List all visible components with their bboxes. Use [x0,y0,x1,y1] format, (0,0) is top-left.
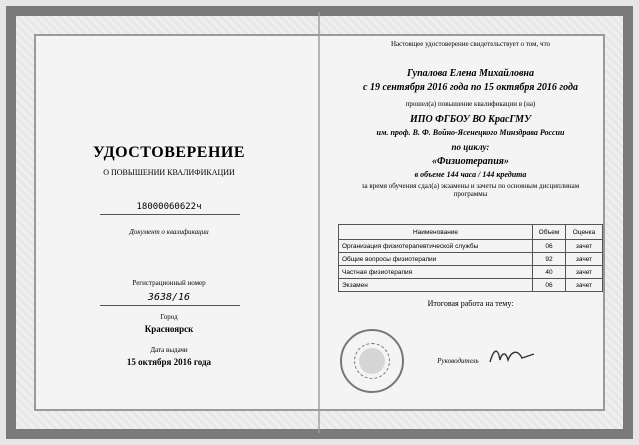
holder-name: Гупалова Елена Михайловна [407,68,534,79]
intro-text: Настоящее удостоверение свидетельствует о том, что [390,40,551,48]
fold-line [318,12,320,433]
discipline-name: Экзамен [339,279,533,292]
program-volume: в объеме 144 часа / 144 кредита [414,170,527,179]
discipline-volume: 92 [533,253,566,266]
registration-underline [100,305,240,306]
table-row [339,253,603,266]
right-page [328,24,613,421]
certificate-subtitle: О ПОВЫШЕНИИ КВАЛИФИКАЦИИ [103,168,235,177]
final-work-label: Итоговая работа на тему: [427,299,514,308]
left-page [30,24,308,421]
discipline-name: Частная физиотерапия [339,266,533,279]
exam-note: за время обучения сдал(а) экзамены и зачеты по основным дисциплинам программы [361,182,580,198]
registration-number: 3638/16 [147,292,191,303]
document-number: 18000060622ч [136,202,202,212]
header-name: Наименование [339,225,533,240]
organization-line-1: ИПО ФГБОУ ВО КрасГМУ [409,114,532,125]
table-row [339,240,603,253]
city-value: Красноярск [144,324,194,334]
table-header-row [339,225,603,240]
city-label: Город [160,313,178,321]
table-row [339,266,603,279]
issue-date: 15 октября 2016 года [126,357,212,367]
discipline-volume: 06 [533,240,566,253]
disciplines-table [338,224,603,292]
issue-date-label: Дата выдачи [150,346,188,354]
organization-line-2: им. проф. В. Ф. Войно-Ясенецкого Минздрава России [376,128,565,137]
header-grade: Оценка [566,225,603,240]
certificate-title: УДОСТОВЕРЕНИЕ [92,144,246,161]
document-number-underline [100,214,240,215]
discipline-name: Организация физиотерапевтической службы [339,240,533,253]
discipline-grade: зачет [566,240,603,253]
discipline-volume: 06 [533,279,566,292]
registration-label: Регистрационный номер [132,279,206,287]
discipline-volume: 40 [533,266,566,279]
signature-icon [488,346,538,366]
trained-text: прошел(а) повышение квалификации в (на) [405,100,536,108]
program-label: по циклу: [451,142,490,152]
program-name: «Физиотерапия» [432,156,509,167]
discipline-name: Общие вопросы физиотерапии [339,253,533,266]
discipline-grade: зачет [566,266,603,279]
official-seal-icon [340,329,404,393]
training-period: с 19 сентября 2016 года по 15 октября 2016 года [363,82,578,93]
seal-inner-ring [354,343,390,379]
table-row [339,279,603,292]
head-label: Руководитель [437,357,479,365]
header-volume: Объем [533,225,566,240]
discipline-grade: зачет [566,253,603,266]
document-description: Документ о квалификации [129,228,209,236]
discipline-grade: зачет [566,279,603,292]
